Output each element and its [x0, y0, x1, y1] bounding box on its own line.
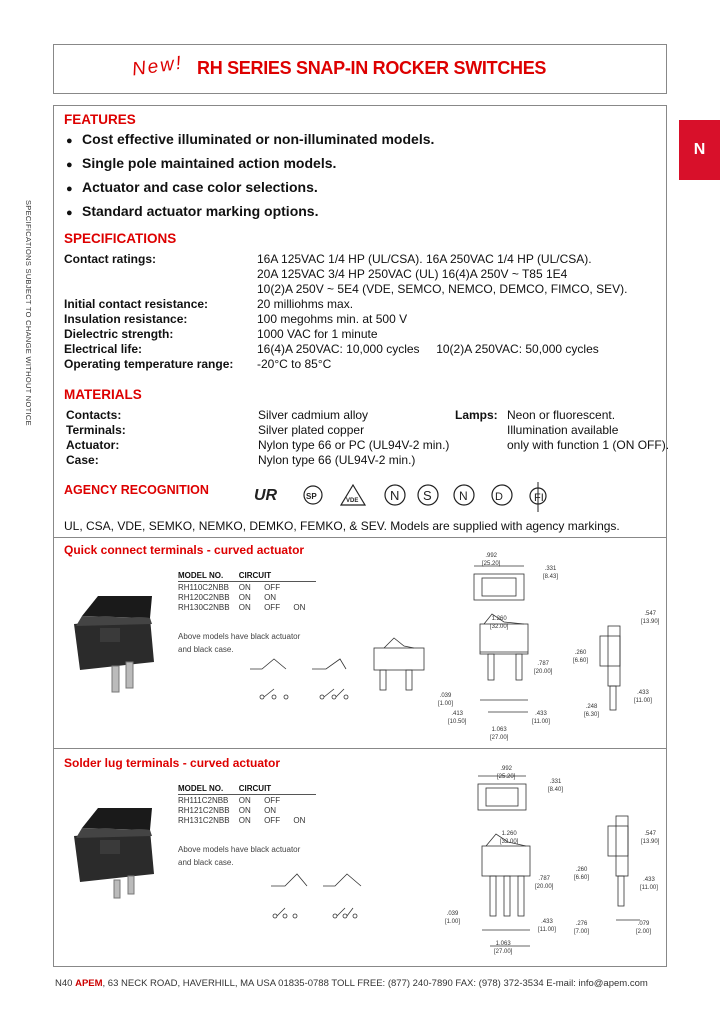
- dimension-label: .992 [25.20]: [482, 553, 501, 567]
- dimension-label: .039 [1.00]: [445, 911, 461, 925]
- circuit-diagram: [265, 870, 375, 930]
- solder-lug-heading: Solder lug terminals - curved actuator: [64, 756, 281, 770]
- spec-label: Contact ratings:: [64, 252, 157, 266]
- vde-mark-icon: [341, 485, 365, 505]
- switch-photo-quick-connect: [70, 588, 160, 700]
- spec-value: 16(4)A 250VAC: 10,000 cycles 10(2)A 250VAC: 50,000 cycles: [257, 342, 599, 356]
- dimension-label: .331 [8.43]: [543, 566, 559, 580]
- model-note: Above models have black actuator and black case.: [178, 632, 301, 654]
- ul-mark-icon: [254, 487, 278, 504]
- dimension-label: .079 [2.00]: [636, 921, 652, 935]
- demko-mark-icon: [454, 485, 474, 505]
- features-heading: FEATURES: [64, 112, 136, 127]
- table-row: RH131C2NBB ON OFF ON: [178, 816, 306, 825]
- lamps-label: Lamps:: [455, 408, 498, 422]
- svg-text:S: S: [423, 488, 432, 503]
- divider: [53, 537, 667, 538]
- agency-heading: AGENCY RECOGNITION: [64, 483, 209, 497]
- spec-value: -20°C to 85°C: [257, 357, 332, 371]
- dimension-label: .547 [13.90]: [641, 831, 660, 845]
- material-label: Actuator:: [66, 438, 120, 452]
- dimension-label: .039 [1.00]: [438, 693, 454, 707]
- page-title: RH SERIES SNAP-IN ROCKER SWITCHES: [197, 58, 547, 78]
- material-label: Terminals:: [66, 423, 126, 437]
- svg-text:VDE: VDE: [346, 498, 359, 504]
- svg-text:D: D: [495, 491, 503, 503]
- spec-value: 20 milliohms max.: [257, 297, 354, 311]
- feature-item: ● Actuator and case color selections.: [66, 179, 318, 195]
- material-label: Contacts:: [66, 408, 122, 422]
- lamps-value: Illumination available: [507, 423, 619, 437]
- spec-value: 10(2)A 250V ~ 5E4 (VDE, SEMCO, NEMCO, DEMCO, FIMCO, SEV).: [257, 282, 628, 296]
- material-label: Case:: [66, 453, 99, 467]
- table-row: RH111C2NBB ON OFF: [178, 796, 281, 805]
- footer-address: , 63 NECK ROAD, HAVERHILL, MA USA 01835-0788 TOLL FREE: (877) 240-7890 FAX: (978) 372-3534 E-mail: info@apem.com: [102, 978, 648, 989]
- spec-label: Dielectric strength:: [64, 327, 174, 341]
- nemko-mark-icon: [418, 485, 438, 505]
- dimension-label: .260 [6.60]: [573, 650, 589, 664]
- switch-photo-solder-lug: [70, 800, 160, 912]
- quick-connect-heading: Quick connect terminals - curved actuator: [64, 543, 305, 557]
- materials-heading: MATERIALS: [64, 387, 142, 402]
- material-value: Silver cadmium alloy: [258, 408, 369, 422]
- dimension-label: .433 [11.00]: [532, 711, 550, 725]
- dimension-label: 1.260 [32.00]: [500, 831, 519, 845]
- page-number: N40: [55, 978, 73, 989]
- svg-text:N: N: [390, 488, 400, 503]
- dimension-label: .787 [20.00]: [534, 661, 553, 675]
- new-tag: New!: [130, 52, 185, 81]
- spec-value: 16A 125VAC 1/4 HP (UL/CSA). 16A 250VAC 1/4 HP (UL/CSA).: [257, 252, 592, 266]
- material-value: Nylon type 66 or PC (UL94V-2 min.): [258, 438, 450, 452]
- dimension-label: .433 [11.00]: [634, 690, 652, 704]
- dimension-label: .413 [10.50]: [448, 711, 467, 725]
- spec-label: Initial contact resistance:: [64, 297, 209, 311]
- divider: [53, 748, 667, 749]
- svg-text:UR: UR: [254, 487, 278, 504]
- csa-mark-icon: [304, 486, 322, 504]
- specifications-heading: SPECIFICATIONS: [64, 231, 177, 246]
- table-header: CIRCUIT: [239, 784, 316, 795]
- table-row: RH120C2NBB ON ON: [178, 593, 277, 602]
- dimension-drawing-quick-connect: [364, 560, 664, 745]
- fimko-mark-icon: [492, 485, 512, 505]
- table-row: RH110C2NBB ON OFF: [178, 583, 281, 592]
- feature-item: ● Single pole maintained action models.: [66, 155, 337, 171]
- spec-label: Operating temperature range:: [64, 357, 234, 371]
- spec-value: 20A 125VAC 3/4 HP 250VAC (UL) 16(4)A 250V ~ T85 1E4: [257, 267, 568, 281]
- svg-text:N: N: [459, 489, 468, 503]
- spec-value: 1000 VAC for 1 minute: [257, 327, 378, 341]
- feature-item: ● Cost effective illuminated or non-illuminated models.: [66, 131, 435, 147]
- dimension-label: 1.063 [27.00]: [494, 941, 513, 955]
- quick-connect-model-table: [178, 571, 316, 612]
- dimension-label: .433 [11.00]: [640, 877, 658, 891]
- material-value: Nylon type 66 (UL94V-2 min.): [258, 453, 416, 467]
- brand-logo: APEM: [75, 978, 103, 989]
- dimension-label: 1.063 [27.00]: [490, 727, 509, 741]
- disclaimer-note: SPECIFICATIONS SUBJECT TO CHANGE WITHOUT NOTICE: [24, 200, 33, 426]
- table-row: RH121C2NBB ON ON: [178, 806, 277, 815]
- dimension-label: .787 [20.00]: [535, 876, 554, 890]
- spec-label: Insulation resistance:: [64, 312, 188, 326]
- svg-text:SP: SP: [306, 492, 317, 501]
- sev-mark-icon: [530, 482, 546, 512]
- agency-text: UL, CSA, VDE, SEMKO, NEMKO, DEMKO, FEMKO, & SEV. Models are supplied with agency markings.: [64, 519, 620, 533]
- table-header: MODEL NO.: [178, 571, 239, 582]
- model-note: Above models have black actuator and black case.: [178, 845, 301, 867]
- table-header: CIRCUIT: [239, 571, 316, 582]
- lamps-value: Neon or fluorescent.: [507, 408, 616, 422]
- solder-lug-model-table: [178, 784, 316, 825]
- table-header: MODEL NO.: [178, 784, 239, 795]
- dimension-label: .276 [7.00]: [574, 921, 590, 935]
- dimension-label: .260 [6.60]: [574, 867, 590, 881]
- semko-mark-icon: [385, 485, 405, 505]
- feature-item: ● Standard actuator marking options.: [66, 203, 319, 219]
- spec-label: Electrical life:: [64, 342, 143, 356]
- dimension-label: .331 [8.40]: [548, 779, 564, 793]
- table-row: RH130C2NBB ON OFF ON: [178, 603, 306, 612]
- section-tab[interactable]: N: [679, 120, 720, 180]
- dimension-label: .433 [11.00]: [538, 919, 556, 933]
- spec-value: 100 megohms min. at 500 V: [257, 312, 408, 326]
- dimension-label: 1.260 [32.00]: [490, 616, 509, 630]
- material-value: Silver plated copper: [258, 423, 365, 437]
- dimension-label: .992 [25.20]: [497, 766, 516, 780]
- lamps-value: only with function 1 (ON OFF).: [507, 438, 670, 452]
- dimension-label: .547 [13.90]: [641, 611, 660, 625]
- dimension-label: .248 [6.30]: [584, 704, 600, 718]
- svg-text:FI: FI: [534, 492, 544, 504]
- agency-marks: [250, 482, 560, 512]
- circuit-diagram: [240, 655, 355, 705]
- footer: [55, 978, 648, 989]
